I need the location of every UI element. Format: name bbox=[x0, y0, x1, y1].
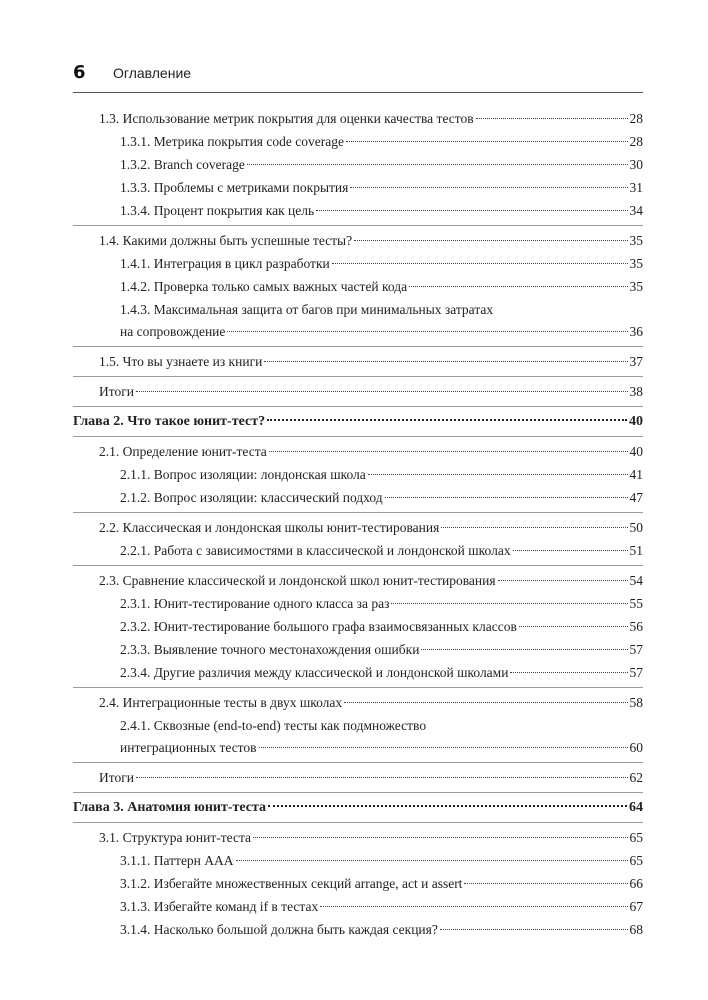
toc-entry-line bbox=[120, 321, 643, 343]
toc-page-number: 57 bbox=[629, 642, 643, 657]
toc-entry-line bbox=[99, 351, 643, 373]
dot-leader bbox=[368, 474, 628, 475]
dot-leader bbox=[267, 419, 627, 421]
toc-entry-line bbox=[120, 253, 643, 275]
toc-page-number: 57 bbox=[629, 665, 643, 680]
toc-entry-label: 1.3.1. Метрика покрытия code coverage bbox=[120, 134, 344, 149]
toc-page-number: 56 bbox=[629, 619, 643, 634]
toc-entry-label: 2.3. Сравнение классической и лондонской школ юнит-тестирования bbox=[99, 573, 496, 588]
toc-entry[interactable] bbox=[73, 692, 643, 715]
toc-entry[interactable] bbox=[73, 108, 643, 131]
toc-entry-line bbox=[120, 919, 643, 941]
toc-entry[interactable] bbox=[73, 827, 643, 850]
toc-entry[interactable] bbox=[73, 131, 643, 154]
toc-entry-line bbox=[120, 593, 643, 615]
dot-leader bbox=[236, 860, 628, 861]
toc-entry-line bbox=[120, 487, 643, 509]
toc-entry[interactable] bbox=[73, 230, 643, 253]
toc-entry-label-continued: интеграционных тестов bbox=[120, 740, 257, 755]
dot-leader bbox=[391, 603, 627, 604]
toc-entry-line bbox=[120, 850, 643, 872]
toc-page-number: 35 bbox=[629, 256, 643, 271]
toc-entry-line bbox=[120, 896, 643, 918]
toc-entry[interactable] bbox=[73, 177, 643, 200]
dot-leader bbox=[354, 240, 627, 241]
toc-page-number: 41 bbox=[629, 467, 643, 482]
toc-entry-label: 2.2. Классическая и лондонская школы юнит-тестирования bbox=[99, 520, 440, 535]
toc-entry-label: Глава 2. Что такое юнит-тест? bbox=[73, 414, 266, 429]
toc-entry-line bbox=[120, 639, 643, 661]
dot-leader bbox=[498, 580, 628, 581]
toc-entry-label: 3.1.4. Насколько большой должна быть каждая секция? bbox=[120, 922, 438, 937]
dot-leader bbox=[136, 777, 628, 778]
toc-page-number: 40 bbox=[629, 414, 643, 429]
toc-entry[interactable] bbox=[73, 767, 643, 793]
toc-entry-label: 3.1. Структура юнит-теста bbox=[99, 830, 252, 845]
dot-leader bbox=[440, 929, 628, 930]
toc-entry-line bbox=[120, 177, 643, 199]
toc-entry[interactable] bbox=[73, 276, 643, 299]
toc-entry-line bbox=[120, 464, 643, 486]
toc-entry-label: 2.3.2. Юнит-тестирование большого графа взаимосвязанных классов bbox=[120, 619, 517, 634]
toc-entry[interactable] bbox=[73, 570, 643, 593]
toc-page-number: 35 bbox=[629, 233, 643, 248]
toc-entry-line bbox=[120, 873, 643, 895]
toc-entry[interactable] bbox=[73, 464, 643, 487]
toc-entry-line bbox=[99, 827, 643, 849]
page-number: 6 bbox=[73, 62, 86, 83]
page-header bbox=[73, 62, 643, 86]
dot-leader bbox=[136, 391, 628, 392]
toc-page-number: 34 bbox=[629, 203, 643, 218]
toc-entry-line bbox=[120, 154, 643, 176]
toc-page-number: 54 bbox=[629, 573, 643, 588]
toc-entry-label: 2.1. Определение юнит-теста bbox=[99, 444, 267, 459]
toc-page-number: 50 bbox=[629, 520, 643, 535]
toc-page-number: 37 bbox=[629, 354, 643, 369]
toc-entry[interactable] bbox=[73, 351, 643, 377]
toc-chapter-entry[interactable] bbox=[73, 411, 643, 437]
toc-page-number: 67 bbox=[629, 899, 643, 914]
dot-leader bbox=[320, 906, 627, 907]
toc-chapter-entry[interactable] bbox=[73, 797, 643, 823]
toc-page-number: 60 bbox=[629, 740, 643, 755]
toc-entry-line bbox=[99, 767, 643, 789]
toc-page-number: 68 bbox=[629, 922, 643, 937]
toc-entry-line bbox=[73, 797, 643, 819]
toc-entry[interactable] bbox=[73, 154, 643, 177]
toc-entry[interactable] bbox=[73, 919, 643, 942]
toc-entry-label: 2.3.1. Юнит-тестирование одного класса за раз bbox=[120, 596, 390, 611]
toc-entry[interactable] bbox=[73, 299, 643, 347]
toc-entry[interactable] bbox=[73, 253, 643, 276]
toc-entry-line bbox=[120, 662, 643, 684]
dot-leader bbox=[264, 361, 627, 362]
dot-leader bbox=[385, 497, 628, 498]
dot-leader bbox=[421, 649, 627, 650]
toc-entry-line bbox=[120, 616, 643, 638]
toc-entry[interactable] bbox=[73, 487, 643, 513]
toc-entry-line bbox=[120, 276, 643, 298]
toc-entry-label-continued: на сопровождение bbox=[120, 324, 226, 339]
toc-entry-label: 1.3.3. Проблемы с метриками покрытия bbox=[120, 180, 349, 195]
dot-leader bbox=[464, 883, 627, 884]
toc-entry-line bbox=[99, 108, 643, 130]
toc-entry-label: 1.3.4. Процент покрытия как цель bbox=[120, 203, 315, 218]
dot-leader bbox=[346, 141, 628, 142]
toc-entry-label: 1.4. Какими должны быть успешные тесты? bbox=[99, 233, 353, 248]
toc-entry-line bbox=[120, 715, 643, 737]
toc-page-number: 31 bbox=[629, 180, 643, 195]
dot-leader bbox=[316, 210, 627, 211]
toc-page-number: 51 bbox=[629, 543, 643, 558]
dot-leader bbox=[441, 527, 627, 528]
toc-entry-line bbox=[99, 230, 643, 252]
toc-entry-line bbox=[120, 299, 643, 321]
dot-leader bbox=[513, 550, 628, 551]
toc-entry-label: 2.2.1. Работа с зависимостями в классической и лондонской школах bbox=[120, 543, 511, 558]
dot-leader bbox=[409, 286, 627, 287]
table-of-contents bbox=[73, 108, 643, 942]
toc-entry-line bbox=[120, 131, 643, 153]
dot-leader bbox=[476, 118, 628, 119]
toc-entry-line bbox=[99, 570, 643, 592]
toc-entry-line bbox=[120, 737, 643, 759]
toc-entry-line bbox=[120, 540, 643, 562]
toc-page-number: 38 bbox=[629, 384, 643, 399]
toc-entry[interactable] bbox=[73, 200, 643, 226]
toc-entry-label: 1.3. Использование метрик покрытия для оценки качества тестов bbox=[99, 111, 474, 126]
toc-entry-label: 1.4.1. Интеграция в цикл разработки bbox=[120, 256, 330, 271]
dot-leader bbox=[268, 805, 627, 807]
toc-entry[interactable] bbox=[73, 441, 643, 464]
toc-entry[interactable] bbox=[73, 873, 643, 896]
toc-entry[interactable] bbox=[73, 540, 643, 566]
toc-entry-label: 3.1.3. Избегайте команд if в тестах bbox=[120, 899, 319, 914]
toc-page-number: 65 bbox=[629, 830, 643, 845]
toc-entry-label: 3.1.2. Избегайте множественных секций arrange, act и assert bbox=[120, 876, 463, 891]
toc-entry[interactable] bbox=[73, 381, 643, 407]
toc-entry-label: 2.1.1. Вопрос изоляции: лондонская школа bbox=[120, 467, 366, 482]
toc-entry[interactable] bbox=[73, 616, 643, 639]
toc-entry-label: 2.4.1. Сквозные (end-to-end) тесты как подмножество bbox=[120, 718, 427, 733]
dot-leader bbox=[253, 837, 627, 838]
toc-entry[interactable] bbox=[73, 639, 643, 662]
running-title: Оглавление bbox=[113, 65, 192, 81]
dot-leader bbox=[269, 451, 628, 452]
toc-page-number: 28 bbox=[629, 111, 643, 126]
toc-entry-line bbox=[73, 411, 643, 433]
toc-page-number: 65 bbox=[629, 853, 643, 868]
toc-entry-line bbox=[99, 517, 643, 539]
toc-entry-line bbox=[99, 381, 643, 403]
dot-leader bbox=[259, 747, 628, 748]
dot-leader bbox=[332, 263, 628, 264]
toc-entry-label: 2.3.3. Выявление точного местонахождения ошибки bbox=[120, 642, 420, 657]
dot-leader bbox=[344, 702, 627, 703]
toc-entry-label: 1.5. Что вы узнаете из книги bbox=[99, 354, 263, 369]
toc-entry-label: Итоги bbox=[99, 384, 134, 399]
dot-leader bbox=[519, 626, 628, 627]
toc-entry-line bbox=[99, 441, 643, 463]
header-rule bbox=[73, 92, 643, 93]
toc-page-number: 55 bbox=[629, 596, 643, 611]
dot-leader bbox=[350, 187, 627, 188]
toc-entry-label: Глава 3. Анатомия юнит-теста bbox=[73, 800, 267, 815]
toc-page-number: 66 bbox=[629, 876, 643, 891]
toc-entry[interactable] bbox=[73, 662, 643, 688]
toc-entry-label: Итоги bbox=[99, 770, 134, 785]
dot-leader bbox=[227, 331, 627, 332]
toc-page-number: 36 bbox=[629, 324, 643, 339]
toc-entry[interactable] bbox=[73, 593, 643, 616]
dot-leader bbox=[247, 164, 628, 165]
toc-page-number: 30 bbox=[629, 157, 643, 172]
toc-entry[interactable] bbox=[73, 715, 643, 763]
toc-entry-label: 2.3.4. Другие различия между классической и лондонской школами bbox=[120, 665, 509, 680]
toc-entry[interactable] bbox=[73, 517, 643, 540]
toc-entry[interactable] bbox=[73, 896, 643, 919]
toc-page-number: 58 bbox=[629, 695, 643, 710]
toc-entry-line bbox=[120, 200, 643, 222]
toc-entry-label: 1.3.2. Branch coverage bbox=[120, 157, 245, 172]
toc-page-number: 47 bbox=[629, 490, 643, 505]
toc-page-number: 35 bbox=[629, 279, 643, 294]
toc-entry-label: 1.4.3. Максимальная защита от багов при минимальных затратах bbox=[120, 302, 494, 317]
toc-page-number: 40 bbox=[629, 444, 643, 459]
toc-entry-label: 3.1.1. Паттерн ААА bbox=[120, 853, 234, 868]
toc-entry-label: 2.1.2. Вопрос изоляции: классический подход bbox=[120, 490, 383, 505]
toc-entry-line bbox=[99, 692, 643, 714]
toc-entry[interactable] bbox=[73, 850, 643, 873]
toc-page-number: 28 bbox=[629, 134, 643, 149]
toc-page-number: 64 bbox=[629, 800, 643, 815]
toc-entry-label: 1.4.2. Проверка только самых важных частей кода bbox=[120, 279, 408, 294]
toc-entry-label: 2.4. Интеграционные тесты в двух школах bbox=[99, 695, 343, 710]
dot-leader bbox=[510, 672, 627, 673]
toc-page-number: 62 bbox=[629, 770, 643, 785]
